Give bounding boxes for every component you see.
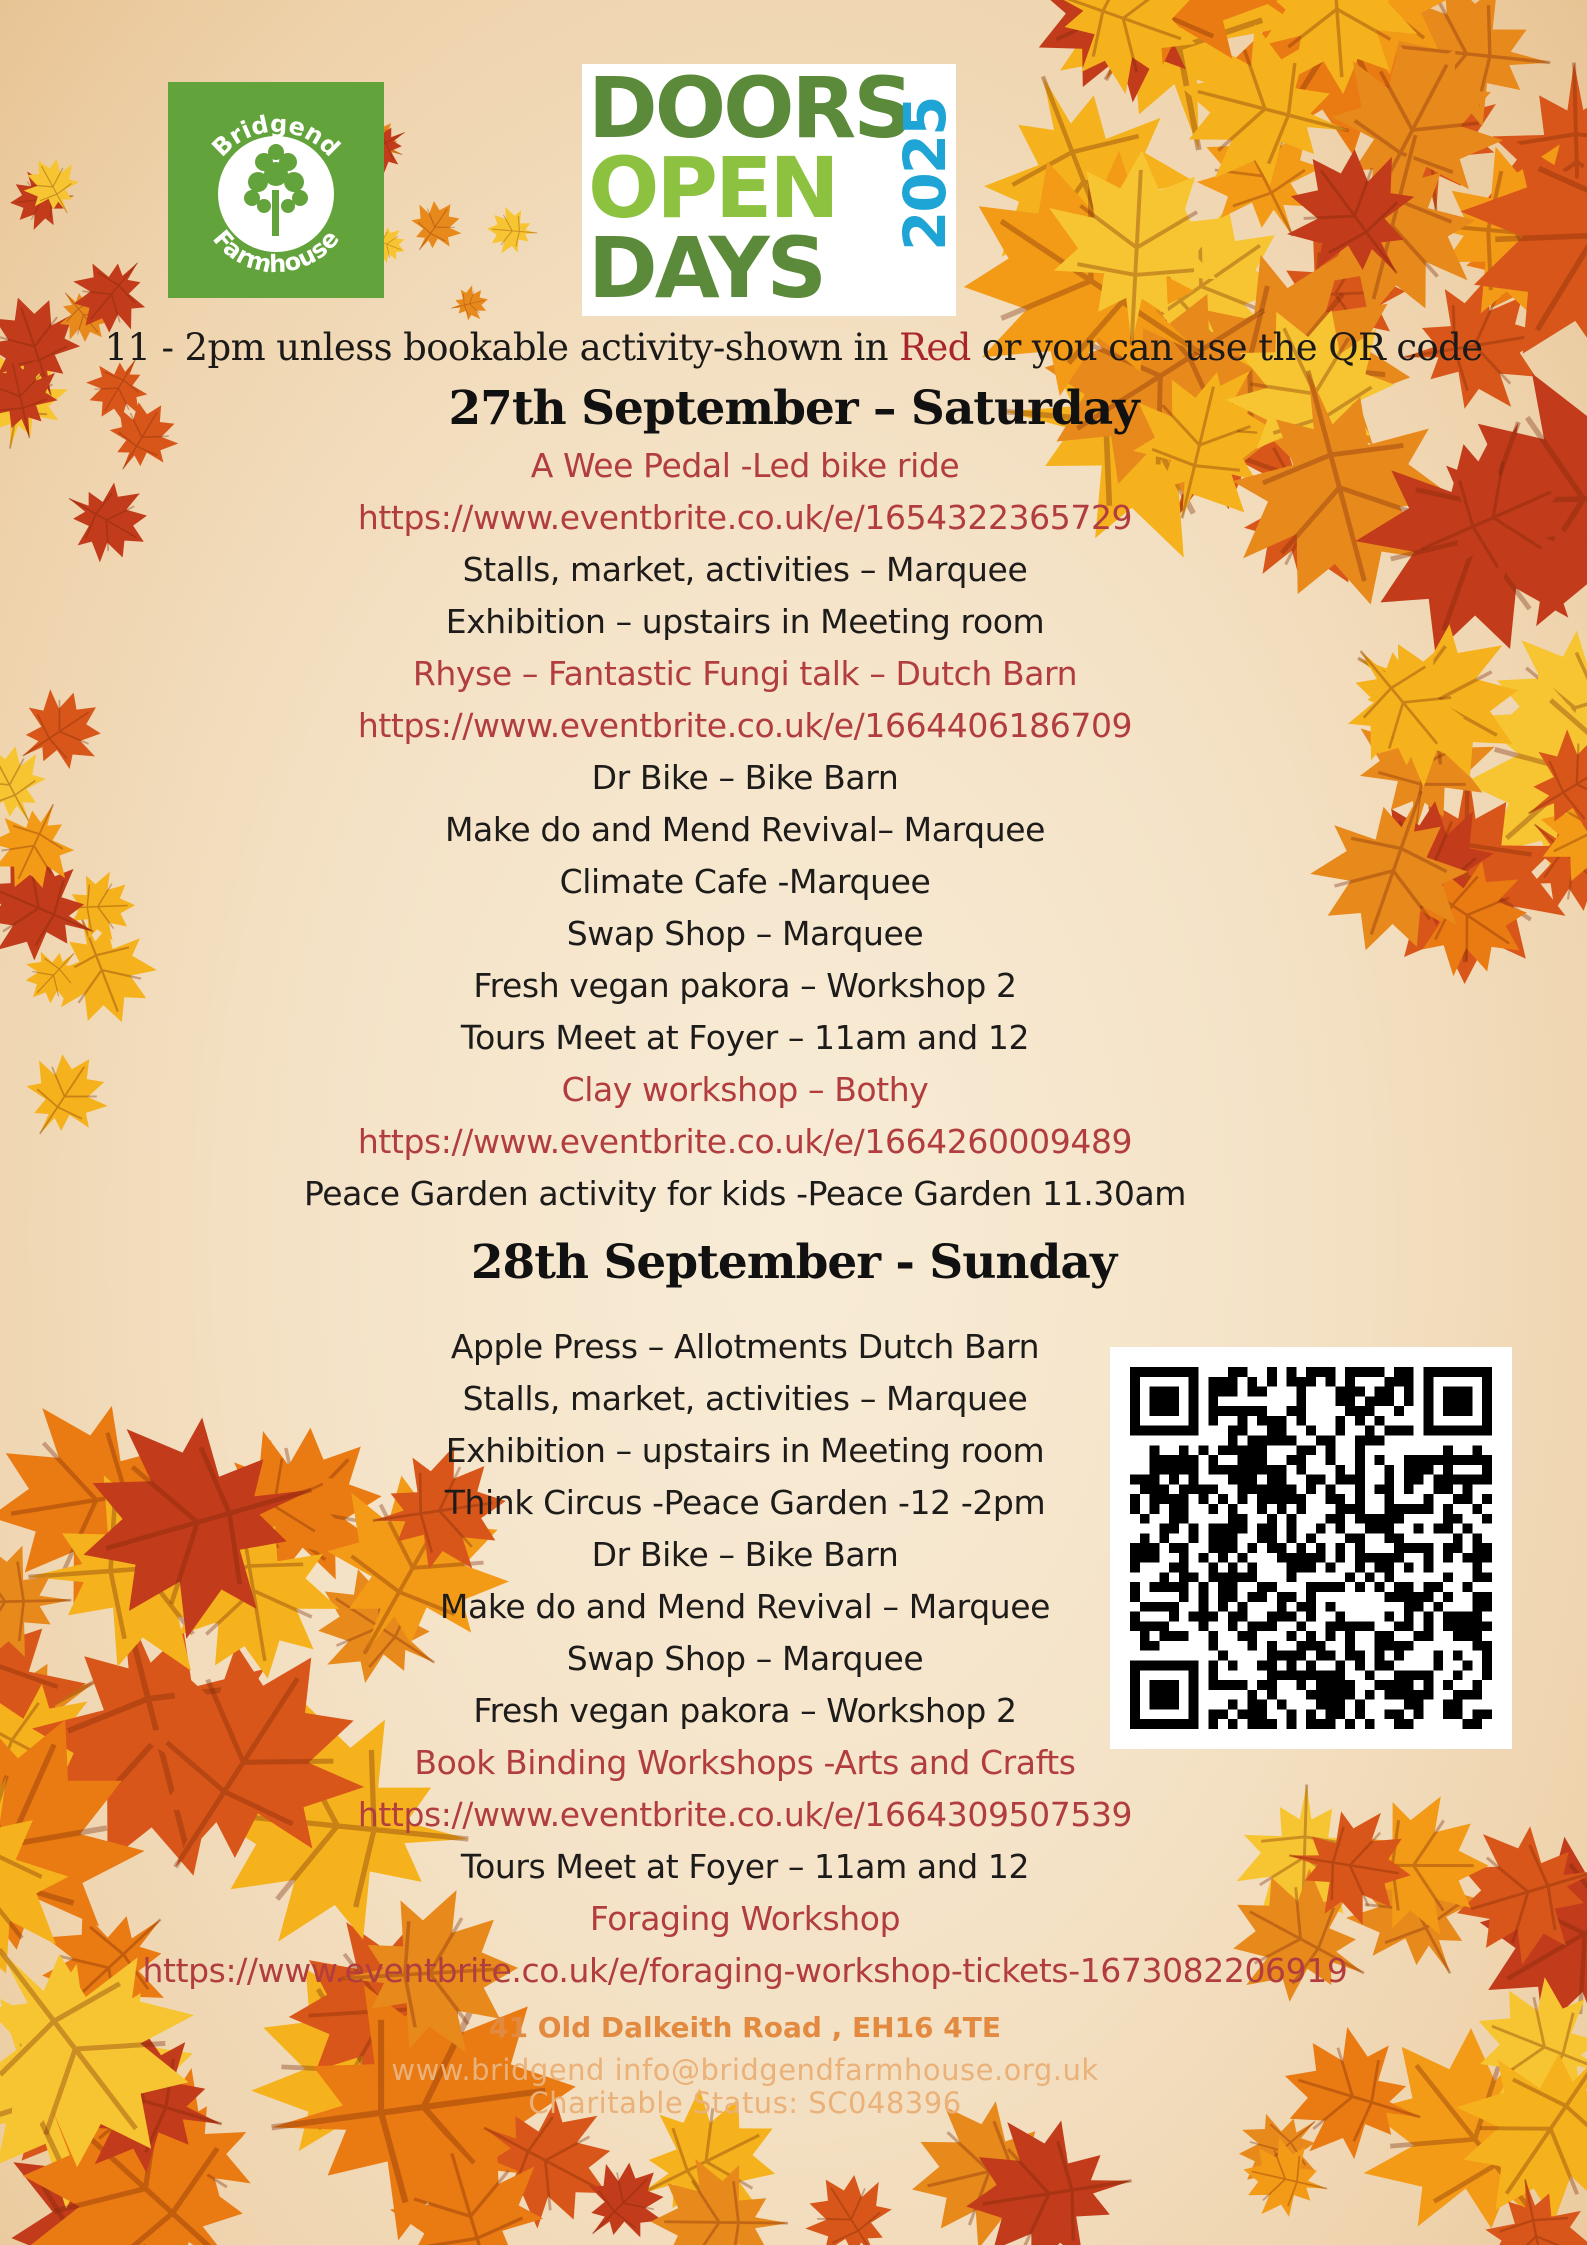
sunday-event-item: Foraging Workshop — [589, 1899, 901, 1938]
footer-address: 41 Old Dalkeith Road , EH16 4TE — [488, 2011, 1001, 2044]
maple-leaf-icon — [398, 190, 471, 264]
intro-text-end: or you can use the QR code — [970, 326, 1483, 369]
sunday-event-item: Swap Shop – Marquee — [566, 1639, 924, 1678]
sunday-event-item: Make do and Mend Revival – Marquee — [439, 1587, 1051, 1626]
saturday-event-item: Make do and Mend Revival– Marquee — [444, 810, 1046, 849]
sunday-heading: 28th September - Sunday — [470, 1235, 1117, 1290]
saturday-booking-link[interactable]: https://www.eventbrite.co.uk/e/1664260009489 — [357, 1122, 1133, 1161]
intro-red-word: Red — [899, 326, 971, 369]
saturday-booking-link[interactable]: https://www.eventbrite.co.uk/e/1654322365729 — [357, 498, 1133, 537]
saturday-event-item: Peace Garden activity for kids -Peace Garden 11.30am — [303, 1174, 1187, 1213]
saturday-event-item: Exhibition – upstairs in Meeting room — [445, 602, 1045, 641]
bridgend-logo-bottom-text: Farmhouse — [207, 224, 345, 279]
doors-logo-line1: DOORS — [588, 59, 911, 157]
footer-charity-status: Charitable Status: SC048396 — [528, 2086, 962, 2120]
sunday-event-item: Fresh vegan pakora – Workshop 2 — [473, 1691, 1017, 1730]
bridgend-logo-top-text: Bridgend — [206, 109, 346, 163]
sunday-event-item: Dr Bike – Bike Barn — [591, 1535, 899, 1574]
saturday-event-item: Fresh vegan pakora – Workshop 2 — [473, 966, 1017, 1005]
saturday-event-item: A Wee Pedal -Led bike ride — [530, 446, 960, 485]
doors-logo-year: 2025 — [891, 97, 959, 251]
sunday-event-item: Think Circus -Peace Garden -12 -2pm — [444, 1483, 1046, 1522]
saturday-event-item: Climate Cafe -Marquee — [559, 862, 931, 901]
sunday-event-item: Apple Press – Allotments Dutch Barn — [450, 1327, 1040, 1366]
doors-logo-line2: OPEN — [588, 139, 837, 237]
saturday-event-item: Clay workshop – Bothy — [561, 1070, 929, 1109]
saturday-booking-link[interactable]: https://www.eventbrite.co.uk/e/1664406186709 — [357, 706, 1133, 745]
sunday-event-item: Stalls, market, activities – Marquee — [462, 1379, 1028, 1418]
qr-code[interactable] — [1110, 1347, 1512, 1749]
sunday-event-item: Book Binding Workshops -Arts and Crafts — [414, 1743, 1076, 1782]
bridgend-farmhouse-logo — [168, 82, 384, 298]
sunday-booking-link[interactable]: https://www.eventbrite.co.uk/e/foraging-workshop-tickets-1673082206919 — [142, 1951, 1348, 1990]
saturday-event-list — [0, 440, 1490, 1220]
doors-open-days-logo — [582, 59, 959, 317]
doors-logo-line3: DAYS — [588, 219, 825, 317]
saturday-heading: 27th September – Saturday — [448, 381, 1139, 436]
maple-leaf-icon — [485, 206, 539, 257]
maple-leaf-icon — [789, 2156, 913, 2245]
sunday-event-item: Exhibition – upstairs in Meeting room — [445, 1431, 1045, 1470]
footer-website-email[interactable]: www.bridgend info@bridgendfarmhouse.org.uk — [391, 2053, 1099, 2087]
qr-code-icon — [1130, 1367, 1492, 1729]
maple-leaf-icon — [447, 282, 492, 325]
intro-text-start: 11 - 2pm unless bookable activity-shown in — [104, 326, 900, 369]
saturday-event-item: Rhyse – Fantastic Fungi talk – Dutch Barn — [412, 654, 1078, 693]
saturday-event-item: Stalls, market, activities – Marquee — [462, 550, 1028, 589]
intro-line — [0, 326, 1587, 369]
sunday-event-item: Tours Meet at Foyer – 11am and 12 — [460, 1847, 1030, 1886]
saturday-event-item: Tours Meet at Foyer – 11am and 12 — [460, 1018, 1030, 1057]
saturday-event-item: Dr Bike – Bike Barn — [591, 758, 899, 797]
saturday-event-item: Swap Shop – Marquee — [566, 914, 924, 953]
sunday-booking-link[interactable]: https://www.eventbrite.co.uk/e/1664309507539 — [357, 1795, 1133, 1834]
